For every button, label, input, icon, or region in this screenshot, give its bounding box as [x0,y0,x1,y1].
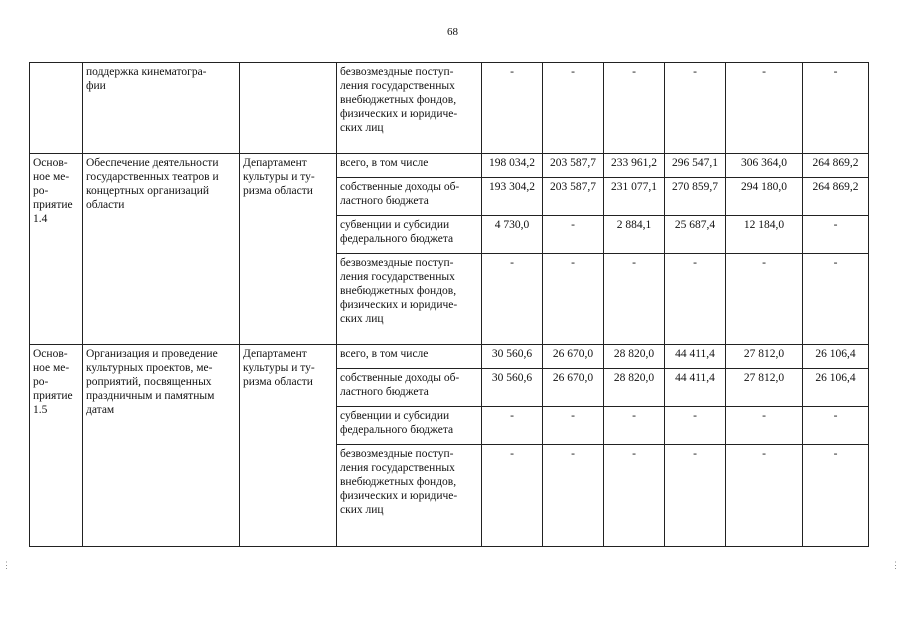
funding-source-cell: субвенции и субсидии федерального бюджета [337,407,482,445]
funding-source-cell: всего, в том числе [337,154,482,178]
value-cell: 28 820,0 [604,369,665,407]
funding-source-cell: субвенции и субсидии федерального бюджета [337,216,482,254]
measure-name-cell: поддержка кинематогра- фии [83,63,240,154]
scan-edge-mark: ⋮ [891,560,900,570]
value-cell: 30 560,6 [482,345,543,369]
executor-cell: Департамент культуры и ту- ризма области [240,154,337,345]
value-cell: 27 812,0 [726,369,803,407]
value-cell: - [543,63,604,154]
value-cell: 26 670,0 [543,345,604,369]
value-cell: 28 820,0 [604,345,665,369]
value-cell: 270 859,7 [665,178,726,216]
value-cell: 2 884,1 [604,216,665,254]
executor-cell [240,63,337,154]
value-cell: - [482,445,543,547]
value-cell: - [726,445,803,547]
value-cell: 12 184,0 [726,216,803,254]
funding-source-cell: собственные доходы об- ластного бюджета [337,178,482,216]
value-cell: 306 364,0 [726,154,803,178]
value-cell: 25 687,4 [665,216,726,254]
value-cell: - [726,407,803,445]
value-cell: 203 587,7 [543,178,604,216]
value-cell: - [482,254,543,345]
value-cell: - [482,63,543,154]
value-cell: 264 869,2 [803,154,869,178]
budget-table [29,62,869,547]
measure-name-cell: Обеспечение деятельности государственных театров и концертных организаций области [83,154,240,345]
value-cell: - [665,407,726,445]
measure-name-cell: Организация и проведение культурных проектов, ме- роприятий, посвященных праздничным и памятным датам [83,345,240,547]
value-cell: 27 812,0 [726,345,803,369]
value-cell: 296 547,1 [665,154,726,178]
value-cell: 26 106,4 [803,345,869,369]
value-cell: 44 411,4 [665,345,726,369]
value-cell: 264 869,2 [803,178,869,216]
value-cell: 30 560,6 [482,369,543,407]
value-cell: - [482,407,543,445]
funding-source-cell: всего, в том числе [337,345,482,369]
value-cell: 4 730,0 [482,216,543,254]
page-number: 68 [447,26,458,38]
value-cell: 233 961,2 [604,154,665,178]
value-cell: - [604,254,665,345]
value-cell: - [665,254,726,345]
measure-code-cell: Основ- ное ме- ро- приятие 1.4 [30,154,83,345]
executor-cell: Департамент культуры и ту- ризма области [240,345,337,547]
value-cell: - [726,254,803,345]
value-cell: - [803,216,869,254]
value-cell: - [604,445,665,547]
value-cell: - [803,63,869,154]
value-cell: - [803,407,869,445]
value-cell: - [803,445,869,547]
value-cell: - [543,254,604,345]
scan-edge-mark: ⋮ [2,560,11,570]
value-cell: 203 587,7 [543,154,604,178]
measure-code-cell [30,63,83,154]
funding-source-cell: безвозмездные поступ- ления государственных внебюджетных фондов, физических и юридиче- ских лиц [337,445,482,547]
value-cell: - [803,254,869,345]
value-cell: 193 304,2 [482,178,543,216]
value-cell: - [665,445,726,547]
value-cell: 294 180,0 [726,178,803,216]
value-cell: - [543,407,604,445]
value-cell: - [665,63,726,154]
value-cell: 44 411,4 [665,369,726,407]
value-cell: 198 034,2 [482,154,543,178]
table-row [30,345,869,369]
funding-source-cell: собственные доходы об- ластного бюджета [337,369,482,407]
funding-source-cell: безвозмездные поступ- ления государственных внебюджетных фондов, физических и юридиче- ских лиц [337,63,482,154]
value-cell: - [543,216,604,254]
value-cell: - [726,63,803,154]
value-cell: - [604,63,665,154]
funding-source-cell: безвозмездные поступ- ления государственных внебюджетных фондов, физических и юридиче- ских лиц [337,254,482,345]
value-cell: - [604,407,665,445]
value-cell: 26 670,0 [543,369,604,407]
value-cell: - [543,445,604,547]
table-row [30,154,869,178]
value-cell: 26 106,4 [803,369,869,407]
measure-code-cell: Основ- ное ме- ро- приятие 1.5 [30,345,83,547]
value-cell: 231 077,1 [604,178,665,216]
table-row [30,63,869,154]
